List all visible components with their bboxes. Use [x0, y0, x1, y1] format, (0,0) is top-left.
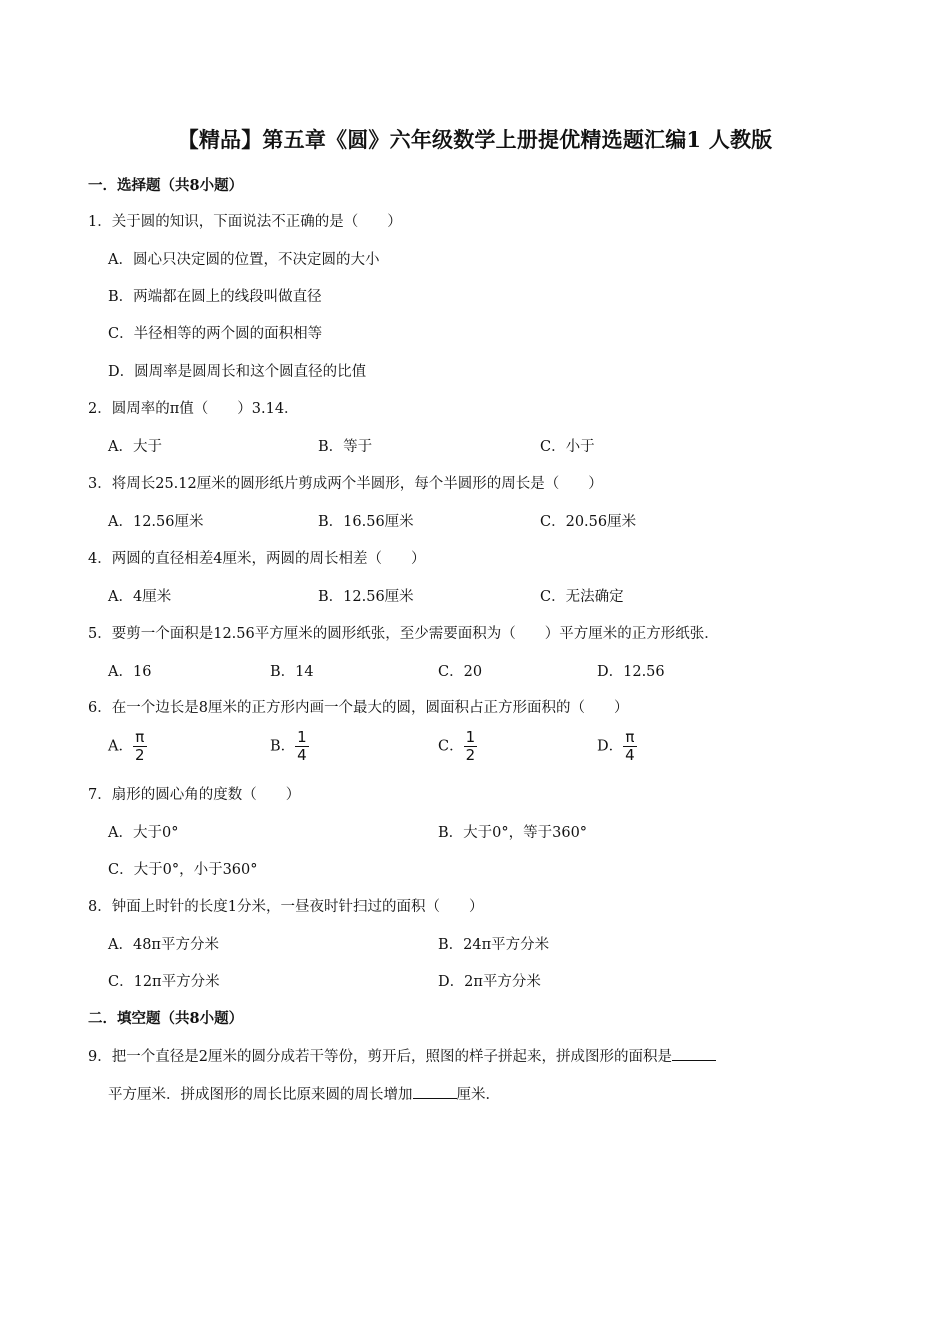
q6-option-d-label: D．	[597, 738, 624, 755]
q7-option-b: B．大于0°，等于360°	[438, 825, 588, 841]
section-heading-fill: 二．填空题（共8小题）	[88, 1010, 244, 1027]
fraction-numerator: π	[133, 729, 147, 747]
question-9-text-2: 平方厘米．拼成图形的周长比原来圆的周长增加	[108, 1087, 413, 1103]
q4-option-a: A．4厘米	[108, 589, 172, 605]
q6-option-d	[597, 729, 637, 764]
q6-option-b-label: B．	[270, 738, 296, 755]
q3-option-b: B．16.56厘米	[318, 514, 414, 530]
question-2: 2．圆周率的π值（ ）3.14．	[88, 401, 299, 417]
fraction-numerator: 1	[297, 728, 307, 746]
section-heading-choice: 一．选择题（共8小题）	[88, 177, 244, 194]
question-9-text-3: 厘米．	[456, 1087, 500, 1103]
q4-option-c: C．无法确定	[540, 589, 624, 605]
fraction-denominator: 2	[465, 746, 476, 764]
fraction-denominator: 4	[625, 746, 635, 764]
fraction-denominator: 4	[297, 746, 307, 764]
q8-option-c: C．12π平方分米	[108, 974, 220, 990]
q1-option-c: C．半径相等的两个圆的面积相等	[108, 326, 323, 342]
answer-blank	[413, 1084, 457, 1099]
q2-option-a: A．大于	[108, 439, 162, 455]
q7-option-c: C．大于0°，小于360°	[108, 862, 258, 878]
q4-option-b: B．12.56厘米	[318, 589, 414, 605]
q6-option-c	[438, 729, 477, 764]
question-9-line-2	[108, 1083, 500, 1104]
q5-option-d: D．12.56	[597, 664, 665, 680]
answer-blank	[672, 1046, 716, 1061]
question-4: 4．两圆的直径相差4厘米，两圆的周长相差（ ）	[88, 551, 426, 567]
q8-option-d: D．2π平方分米	[438, 974, 541, 990]
question-1: 1．关于圆的知识，下面说法不正确的是（ ）	[88, 214, 402, 230]
q6-option-a-label: A．	[108, 738, 133, 755]
fraction	[295, 729, 309, 764]
question-8: 8．钟面上时针的长度1分米，一昼夜时针扫过的面积（ ）	[88, 899, 484, 915]
question-7: 7．扇形的圆心角的度数（ ）	[88, 787, 301, 803]
question-9-text: 9．把一个直径是2厘米的圆分成若干等份，剪开后，照图的样子拼起来，拼成图形的面积是	[88, 1049, 672, 1065]
q1-option-b: B．两端都在圆上的线段叫做直径	[108, 289, 322, 305]
q5-option-b: B．14	[270, 664, 314, 680]
q6-option-b	[270, 729, 309, 764]
q6-option-a	[108, 729, 147, 764]
q8-option-b: B．24π平方分米	[438, 937, 550, 953]
q2-option-b: B．等于	[318, 439, 373, 455]
q2-option-c: C．小于	[540, 439, 595, 455]
q3-option-c: C．20.56厘米	[540, 514, 637, 530]
q5-option-c: C．20	[438, 664, 483, 680]
q1-option-d: D．圆周率是圆周长和这个圆直径的比值	[108, 364, 367, 380]
fraction-numerator: π	[623, 729, 637, 747]
q7-option-a: A．大于0°	[108, 825, 179, 841]
q3-option-a: A．12.56厘米	[108, 514, 204, 530]
fraction-denominator: 2	[134, 746, 145, 764]
fraction	[133, 729, 147, 764]
question-3: 3．将周长25.12厘米的圆形纸片剪成两个半圆形，每个半圆形的周长是（ ）	[88, 476, 603, 492]
question-5: 5．要剪一个面积是12.56平方厘米的圆形纸张，至少需要面积为（ ）平方厘米的正方形纸张．	[88, 626, 719, 642]
q8-option-a: A．48π平方分米	[108, 937, 219, 953]
q1-option-a: A．圆心只决定圆的位置，不决定圆的大小	[108, 252, 380, 268]
q6-option-c-label: C．	[438, 738, 464, 755]
question-6: 6．在一个边长是8厘米的正方形内画一个最大的圆，圆面积占正方形面积的（ ）	[88, 700, 629, 716]
fraction	[464, 729, 478, 764]
fraction-numerator: 1	[465, 728, 476, 746]
q5-option-a: A．16	[108, 664, 152, 680]
question-9-line-1	[88, 1045, 716, 1066]
document-title: 【精品】第五章《圆》六年级数学上册提优精选题汇编1 人教版	[177, 127, 773, 152]
fraction	[623, 729, 637, 764]
